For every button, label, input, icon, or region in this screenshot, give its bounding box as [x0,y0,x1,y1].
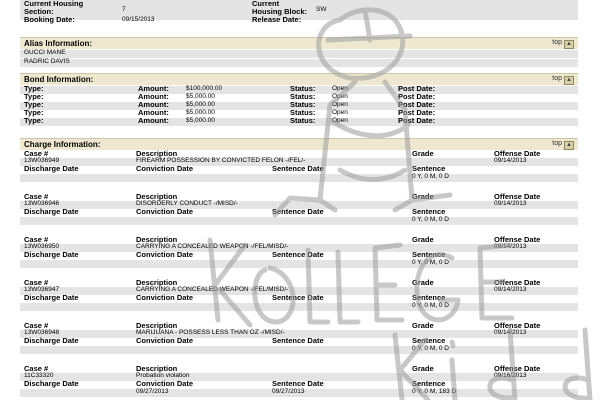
description-label: Description [136,278,178,287]
sentence-value: 0 Y, 0 M, 0 D [412,302,449,309]
grade-label: Grade [412,321,434,330]
discharge-date-label: Discharge Date [24,379,79,388]
charge-row [20,174,578,182]
grade-label: Grade [412,364,434,373]
description-value: CARRYING A CONCEALED WEAPON -/FEL/MISD/- [136,286,289,293]
case-number-label: Case # [24,149,49,158]
charge-row [20,217,578,225]
conviction-date-label: Conviction Date [136,379,194,388]
bond-amount-label: Amount: [138,92,169,101]
arrow-up-icon[interactable]: ▲ [564,76,574,85]
discharge-date-label: Discharge Date [24,207,79,216]
alias-row [20,59,578,67]
description-label: Description [136,149,178,158]
sentence-value: 0 Y, 0 M, 0 D [412,216,449,223]
sentence-date-label: Sentence Date [272,250,324,259]
description-label: Description [136,235,178,244]
bond-amount-value: $5,000.00 [186,101,215,108]
case-number-value: 13W036947 [24,286,60,293]
discharge-date-label: Discharge Date [24,336,79,345]
offense-date-label: Offense Date [494,149,541,158]
sentence-date-value: 09/27/2013 [272,388,305,395]
bond-amount-value: $100,000.00 [186,85,223,92]
sentence-label: Sentence [412,336,446,345]
bond-post-date-label: Post Date: [398,116,436,125]
description-value: DISORDERLY CONDUCT -/MISD/- [136,200,238,207]
bond-amount-label: Amount: [138,84,169,93]
bond-type-label: Type: [24,92,44,101]
bond-post-date-label: Post Date: [398,84,436,93]
sentence-date-label: Sentence Date [272,379,324,388]
alias-name: GUCCI MANE [24,49,66,56]
sentence-date-label: Sentence Date [272,164,324,173]
offense-date-label: Offense Date [494,364,541,373]
sentence-label: Sentence [412,250,446,259]
offense-date-value: 09/14/2013 [494,243,527,250]
charge-row [20,303,578,311]
conviction-date-label: Conviction Date [136,250,194,259]
discharge-date-label: Discharge Date [24,250,79,259]
sentence-value: 0 Y, 0 M, 0 D [412,259,449,266]
alias-row [20,50,578,58]
grade-label: Grade [412,235,434,244]
bond-top-link[interactable]: top [552,75,562,82]
sentence-value: 0 Y, 0 M, 0 D [412,345,449,352]
offense-date-value: 09/14/2013 [494,286,527,293]
case-number-value: 11C33320 [24,372,54,379]
case-number-value: 13W036946 [24,200,60,207]
bond-post-date-label: Post Date: [398,92,436,101]
grade-label: Grade [412,278,434,287]
arrow-up-icon[interactable]: ▲ [564,40,574,49]
offense-date-value: 09/14/2013 [494,157,527,164]
sentence-value: 0 Y, 0 M, 183 D [412,388,457,395]
bond-status-label: Status: [290,100,316,109]
bond-type-label: Type: [24,116,44,125]
bond-post-date-label: Post Date: [398,100,436,109]
charge-top-link[interactable]: top [552,140,562,147]
bond-status-label: Status: [290,84,316,93]
charge-section-title: Charge Information: [24,140,101,149]
offense-date-value: 09/14/2013 [494,200,527,207]
description-label: Description [136,321,178,330]
bond-amount-label: Amount: [138,100,169,109]
offense-date-value: 09/16/2013 [494,372,527,379]
conviction-date-value: 09/27/2013 [136,388,169,395]
description-value: Probation violation [136,372,190,379]
description-value: MARIJUANA - POSSESS LESS THAN OZ -/MISD/- [136,329,285,336]
housing-block-value: SW [316,6,327,13]
sentence-label: Sentence [412,164,446,173]
bond-status-label: Status: [290,116,316,125]
case-number-label: Case # [24,278,49,287]
case-number-label: Case # [24,364,49,373]
description-label: Description [136,364,178,373]
charge-row [20,346,578,354]
bond-status-label: Status: [290,92,316,101]
description-value: CARRYING A CONCEALED WEAPON -/FEL/MISD/- [136,243,289,250]
bond-amount-label: Amount: [138,108,169,117]
conviction-date-label: Conviction Date [136,164,194,173]
charge-row [20,260,578,268]
grade-label: Grade [412,192,434,201]
bond-status-value: Open [332,109,348,116]
bond-amount-value: $5,000.00 [186,117,215,124]
arrow-up-icon[interactable]: ▲ [564,141,574,150]
bond-type-label: Type: [24,100,44,109]
bond-type-label: Type: [24,84,44,93]
bond-amount-value: $5,000.00 [186,109,215,116]
case-number-value: 13W036949 [24,157,60,164]
offense-date-label: Offense Date [494,321,541,330]
release-date-label: Release Date: [252,15,302,24]
booking-date-label: Booking Date: [24,15,75,24]
case-number-value: 13W036948 [24,329,60,336]
bond-type-label: Type: [24,108,44,117]
alias-section-title: Alias Information: [24,39,93,48]
bond-section-title: Bond Information: [24,75,94,84]
bond-status-value: Open [332,117,348,124]
sentence-value: 0 Y, 0 M, 0 D [412,173,449,180]
offense-date-label: Offense Date [494,278,541,287]
sentence-date-label: Sentence Date [272,293,324,302]
alias-name: RADRIC DAVIS [24,58,70,65]
bond-status-value: Open [332,101,348,108]
booking-date-value: 09/15/2013 [122,16,155,23]
discharge-date-label: Discharge Date [24,164,79,173]
alias-section-header [20,37,578,49]
offense-date-label: Offense Date [494,235,541,244]
case-number-label: Case # [24,192,49,201]
sentence-date-label: Sentence Date [272,207,324,216]
bond-amount-label: Amount: [138,116,169,125]
sentence-label: Sentence [412,293,446,302]
offense-date-value: 09/14/2013 [494,329,527,336]
bond-status-value: Open [332,93,348,100]
offense-date-label: Offense Date [494,192,541,201]
bond-post-date-label: Post Date: [398,108,436,117]
bond-status-label: Status: [290,108,316,117]
conviction-date-label: Conviction Date [136,207,194,216]
housing-section-label: Current Housing Section: [24,0,84,16]
sentence-date-label: Sentence Date [272,336,324,345]
description-label: Description [136,192,178,201]
conviction-date-label: Conviction Date [136,293,194,302]
bond-status-value: Open [332,85,348,92]
case-number-label: Case # [24,235,49,244]
housing-block-label: Current Housing Block: [252,0,308,16]
sentence-label: Sentence [412,379,446,388]
alias-top-link[interactable]: top [552,39,562,46]
grade-label: Grade [412,149,434,158]
case-number-label: Case # [24,321,49,330]
sentence-label: Sentence [412,207,446,216]
case-number-value: 13W036950 [24,243,60,250]
conviction-date-label: Conviction Date [136,336,194,345]
discharge-date-label: Discharge Date [24,293,79,302]
housing-section-value: 7 [122,6,126,13]
bond-amount-value: $5,000.00 [186,93,215,100]
description-value: FIREARM POSSESSION BY CONVICTED FELON -/FEL/- [136,157,306,164]
